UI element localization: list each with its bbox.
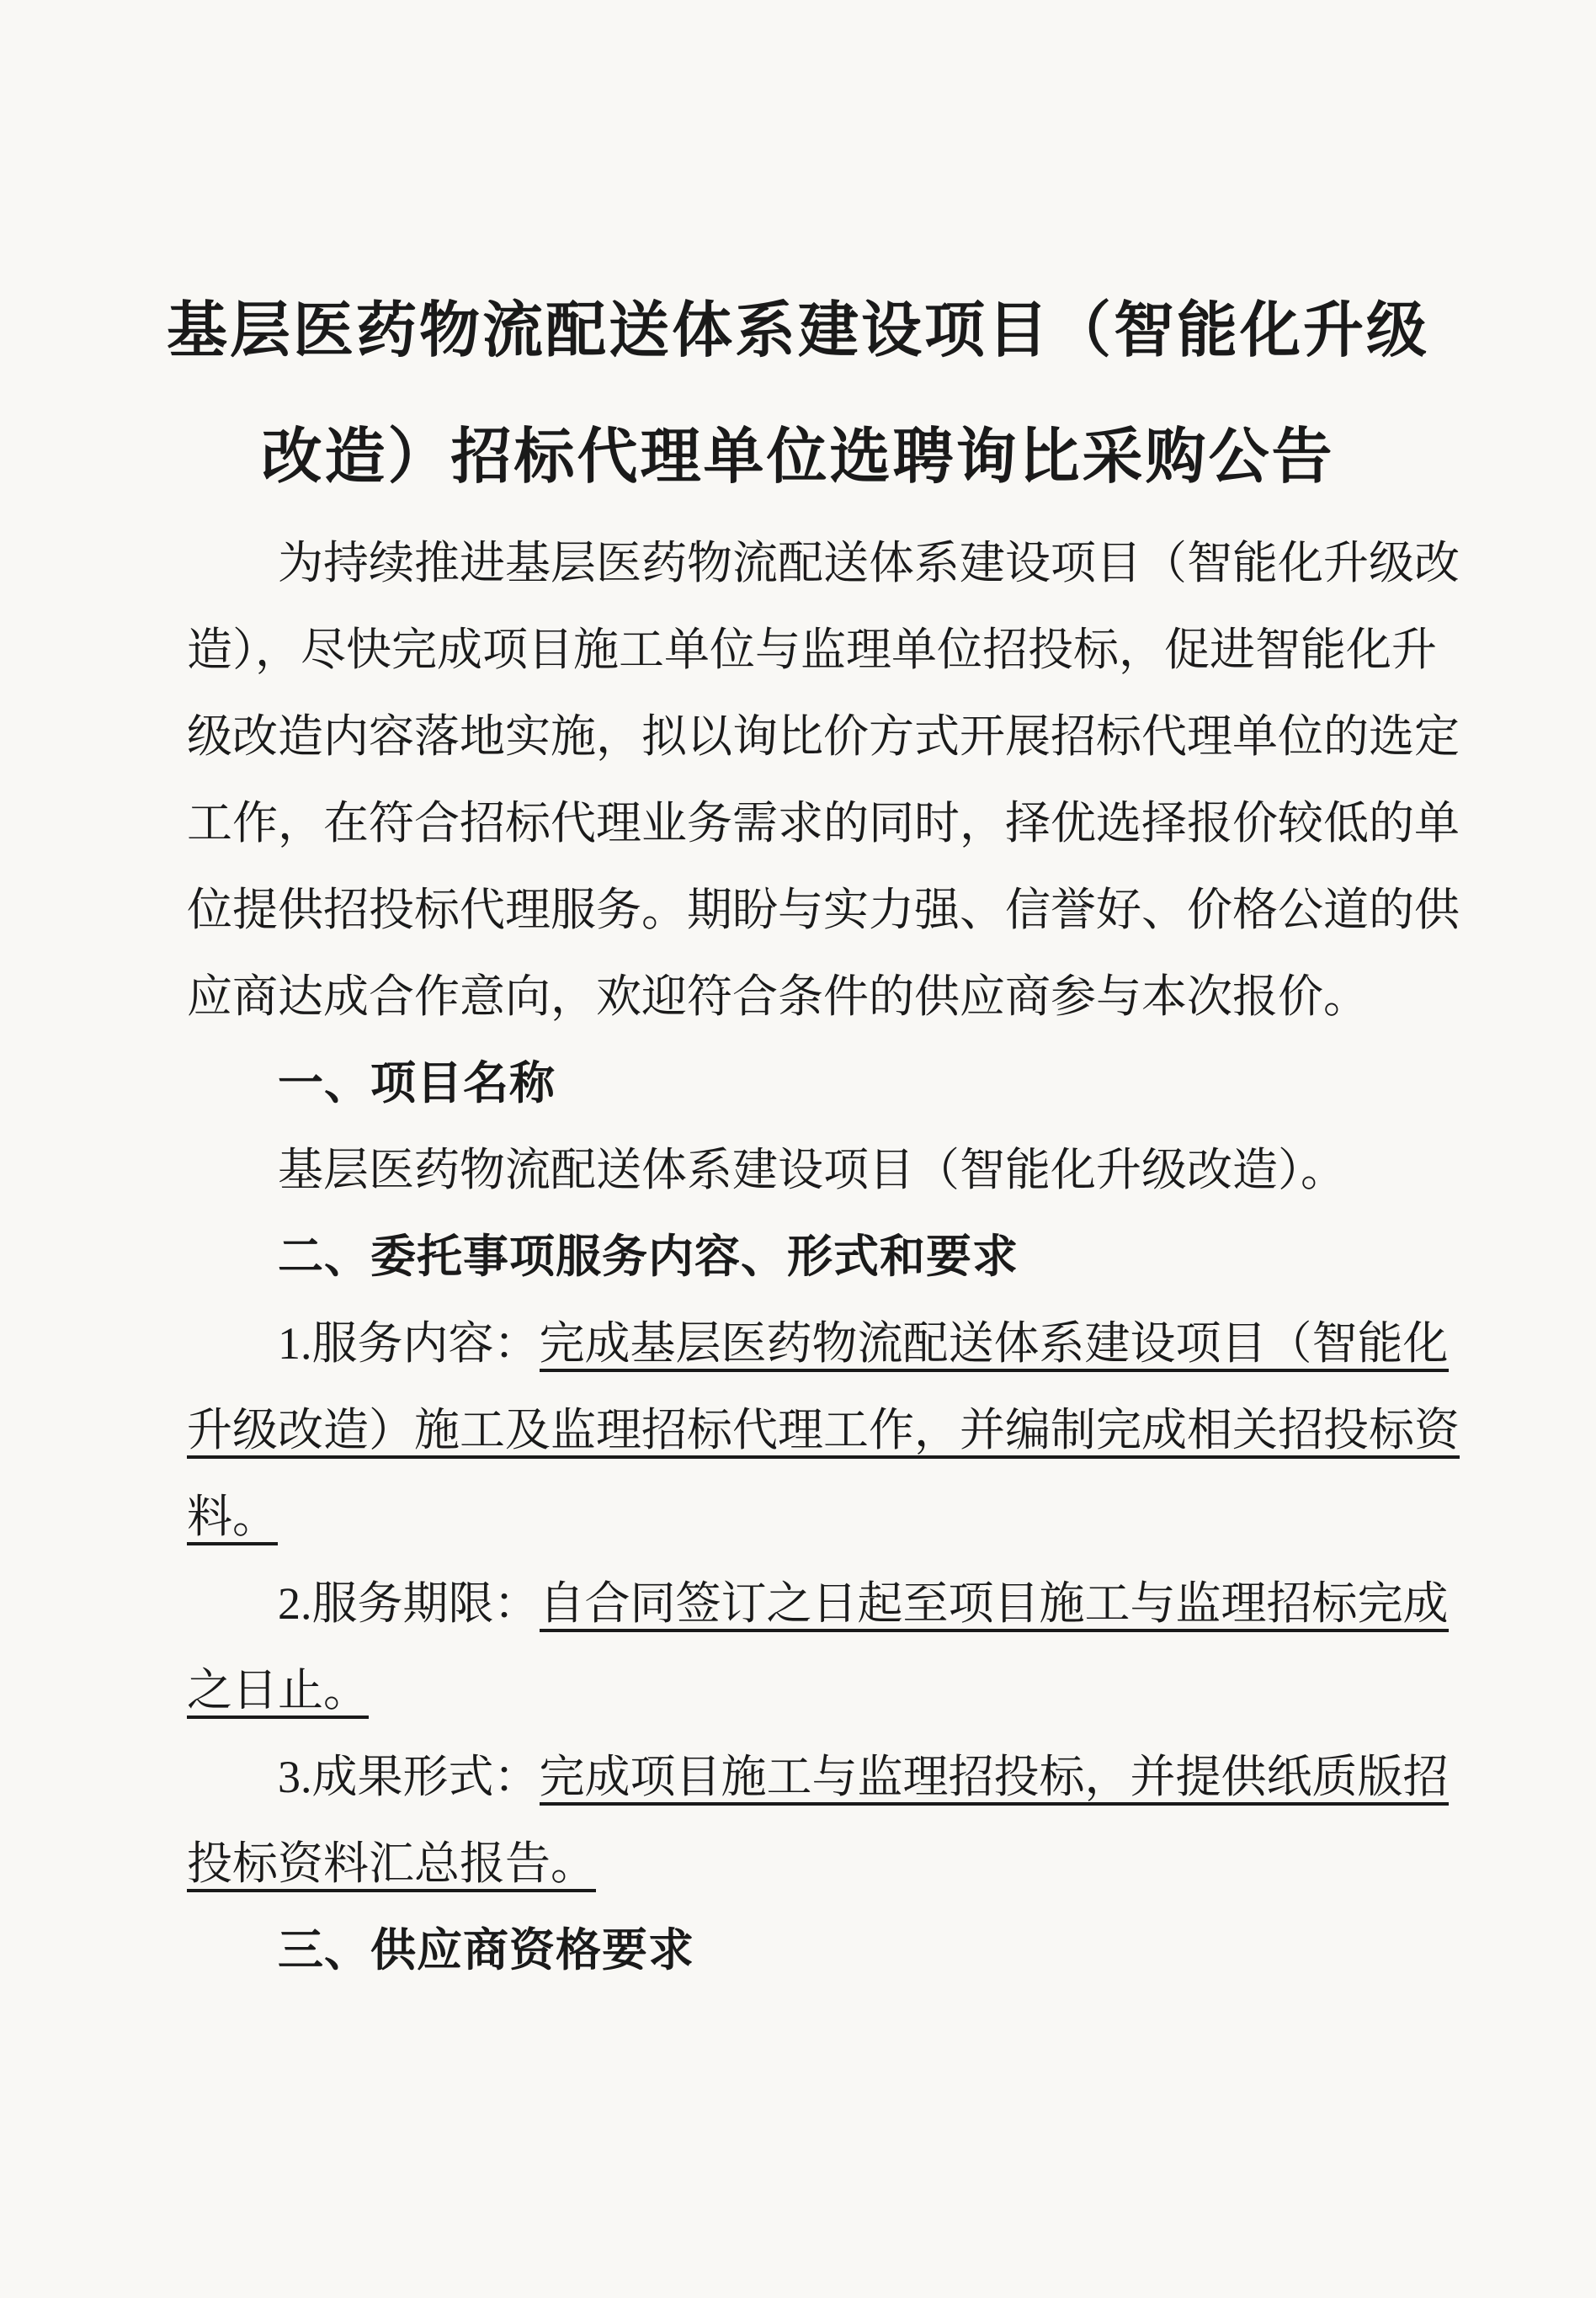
text-segment: 位提供招投标代理服务。期盼与实力强、信誉好、价格公道的供 (187, 885, 1460, 935)
text-segment: 基层医药物流配送体系建设项目（智能化升级改造）。 (278, 1145, 1346, 1195)
text-line (187, 1474, 1596, 1561)
document-body (0, 520, 1596, 1994)
title-line: 改造）招标代理单位选聘询比采购公告 (261, 423, 1335, 491)
text-line (187, 1387, 1596, 1474)
text-segment: 造），尽快完成项目施工单位与监理单位招投标，促进智能化升 (187, 625, 1437, 675)
text-line (187, 780, 1596, 867)
title-line: 基层医药物流配送体系建设项目（智能化升级 (166, 297, 1429, 364)
text-segment: 二、委托事项服务内容、形式和要求 (278, 1231, 1019, 1282)
text-line (187, 1127, 1596, 1214)
document-title (0, 0, 1596, 520)
text-line (187, 1647, 1596, 1734)
text-segment: 为持续推进基层医药物流配送体系建设项目（智能化升级改 (278, 538, 1460, 588)
underlined-text: 投标资料汇总报告。 (187, 1838, 596, 1892)
text-segment: 一、项目名称 (278, 1058, 556, 1109)
text-line (187, 607, 1596, 694)
underlined-text: 完成项目施工与监理招投标，并提供纸质版招 (540, 1752, 1449, 1806)
text-line (187, 954, 1596, 1040)
text-segment: 应商达成合作意向，欢迎符合条件的供应商参与本次报价。 (187, 971, 1369, 1022)
text-line (187, 1561, 1596, 1647)
text-line (187, 867, 1596, 954)
text-line (187, 1301, 1596, 1387)
underlined-text: 升级改造）施工及监理招标代理工作，并编制完成相关招投标资 (187, 1405, 1460, 1459)
text-segment: 2.服务期限： (278, 1578, 540, 1629)
text-segment: 工作，在符合招标代理业务需求的同时，择优选择报价较低的单 (187, 798, 1460, 848)
section-heading (187, 1040, 1596, 1127)
text-line (187, 1821, 1596, 1907)
section-heading (187, 1214, 1596, 1301)
text-line (187, 1734, 1596, 1821)
section-heading (187, 1907, 1596, 1994)
text-segment: 3.成果形式： (278, 1752, 540, 1802)
underlined-text: 之日止。 (187, 1665, 369, 1719)
text-segment: 1.服务内容： (278, 1318, 540, 1369)
text-segment: 三、供应商资格要求 (278, 1925, 694, 1976)
underlined-text: 完成基层医药物流配送体系建设项目（智能化 (540, 1318, 1449, 1372)
text-line (187, 520, 1596, 607)
underlined-text: 自合同签订之日起至项目施工与监理招标完成 (540, 1578, 1449, 1632)
text-line (187, 694, 1596, 780)
underlined-text: 料。 (187, 1492, 278, 1545)
text-segment: 级改造内容落地实施，拟以询比价方式开展招标代理单位的选定 (187, 711, 1460, 762)
